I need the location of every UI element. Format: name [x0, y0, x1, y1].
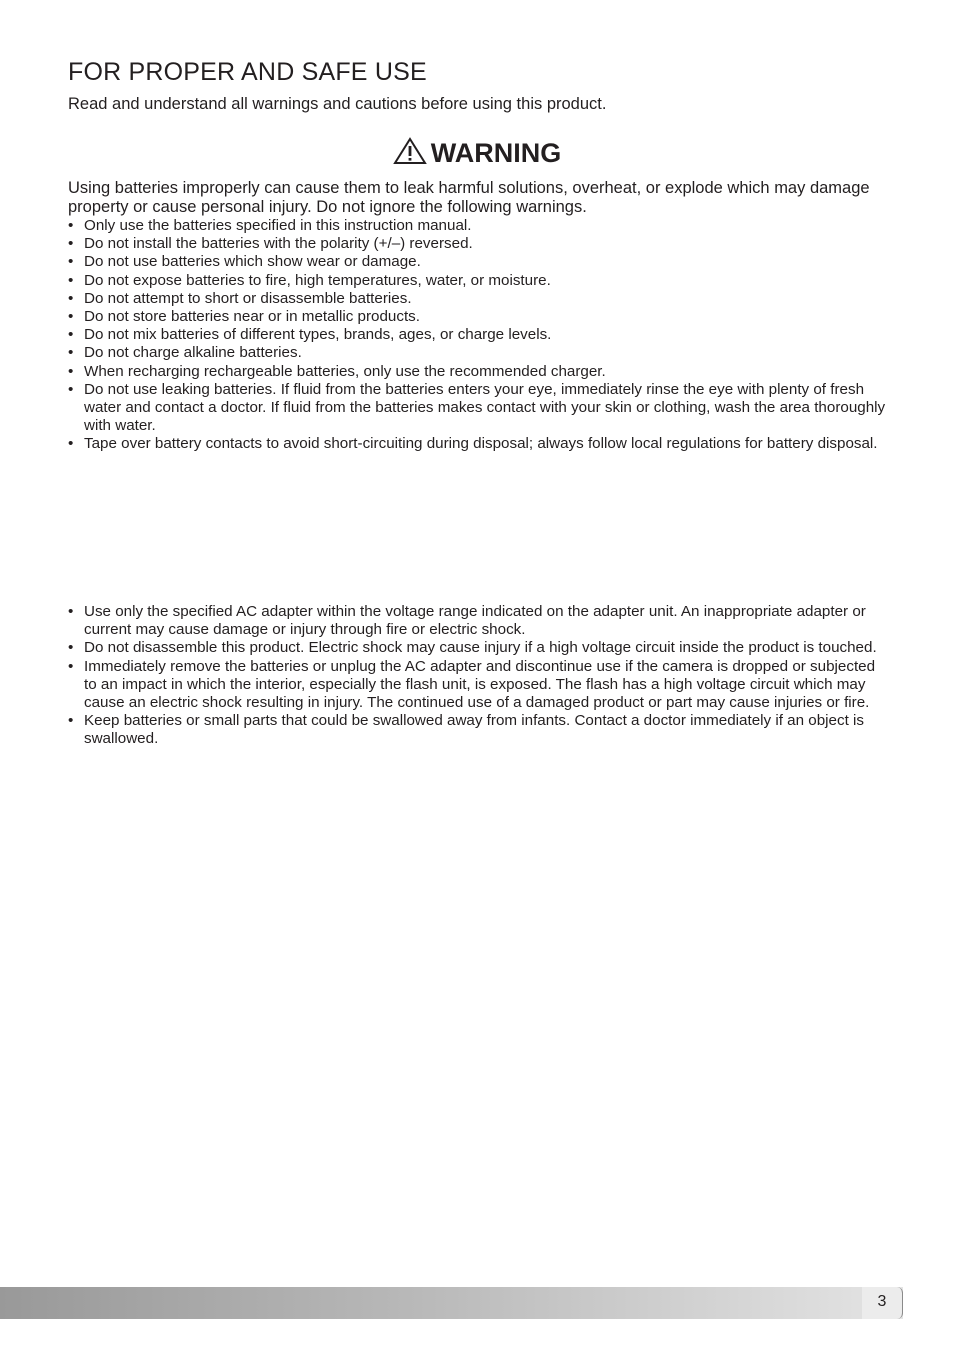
list-item: [68, 363, 890, 381]
list-item-text: Immediately remove the batteries or unplug the AC adapter and discontinue use if the camera is dropped or subjected to an impact in which the interior, especially the flash unit, is exposed. The flash has a high voltage circuit which may cause an electric shock resulting in injury. The continued use of a damaged product or part may cause injuries or fire.: [84, 657, 876, 712]
list-item: [68, 326, 890, 344]
list-item-text: Keep batteries or small parts that could be swallowed away from infants. Contact a doctor immediately if an object is swallowed.: [84, 712, 864, 748]
list-item-text: Do not use batteries which show wear or damage.: [84, 253, 421, 271]
list-item: [68, 603, 890, 639]
list-item-text: Do not mix batteries of different types, brands, ages, or charge levels.: [84, 326, 552, 344]
list-item-text: Tape over battery contacts to avoid short-circuiting during disposal; always follow local regulations for battery disposal.: [84, 435, 878, 453]
list-item-text: Use only the specified AC adapter within the voltage range indicated on the adapter unit. An inappropriate adapter or current may cause damage or injury through fire or electric shock.: [84, 603, 866, 639]
battery-warnings-list: [68, 217, 890, 454]
list-item: [68, 639, 890, 657]
bullet-dot: •: [68, 308, 74, 326]
list-item-text: Do not install the batteries with the polarity (+/–) reversed.: [84, 235, 473, 253]
list-item: [68, 253, 890, 271]
warning-heading-label: WARNING: [430, 138, 562, 168]
list-item: [68, 235, 890, 253]
bullet-dot: •: [68, 235, 74, 253]
list-item: [68, 658, 890, 713]
warning-intro: Using batteries improperly can cause them to leak harmful solutions, overheat, or explode which may damage property or cause personal injury. Do not ignore the following warnings.: [68, 179, 870, 216]
page-number: 3: [877, 1293, 887, 1310]
list-item-text: Do not store batteries near or in metallic products.: [84, 308, 420, 326]
list-item: [68, 272, 890, 290]
bullet-dot: •: [68, 603, 74, 620]
bullet-dot: •: [68, 253, 74, 271]
footer-bar: [0, 1287, 903, 1319]
list-item-text: Do not use leaking batteries. If fluid from the batteries enters your eye, immediately rinse the eye with plenty of fresh water and contact a doctor. If fluid from the batteries makes contact with your skin or clothing, wash the area thoroughly with water.: [84, 380, 886, 435]
list-item: [68, 435, 890, 453]
list-item-text: Only use the batteries specified in this instruction manual.: [84, 217, 472, 234]
list-item-text: Do not attempt to short or disassemble batteries.: [84, 289, 412, 307]
intro-text: Read and understand all warnings and cautions before using this product.: [68, 95, 607, 113]
warning-heading: [0, 137, 954, 169]
list-item: [68, 290, 890, 308]
bullet-dot: •: [68, 657, 74, 675]
bullet-dot: •: [68, 289, 74, 307]
list-item-text: Do not expose batteries to fire, high temperatures, water, or moisture.: [84, 271, 551, 289]
bullet-dot: •: [68, 326, 74, 344]
list-item-text: Do not charge alkaline batteries.: [84, 344, 302, 362]
list-item: [68, 217, 890, 235]
list-item-text: Do not disassemble this product. Electric shock may cause injury if a high voltage circuit inside the product is touched.: [84, 639, 877, 657]
warning-triangle-icon: [393, 137, 427, 165]
bullet-dot: •: [68, 217, 74, 234]
list-item: [68, 308, 890, 326]
list-item: [68, 381, 890, 436]
list-item: [68, 344, 890, 362]
general-warnings-list: [68, 603, 890, 749]
list-item-text: When recharging rechargeable batteries, only use the recommended charger.: [84, 362, 606, 380]
bullet-dot: •: [68, 639, 74, 657]
list-item: [68, 712, 890, 748]
bullet-dot: •: [68, 435, 74, 453]
bullet-dot: •: [68, 362, 74, 380]
bullet-dot: •: [68, 271, 74, 289]
bullet-dot: •: [68, 344, 74, 362]
page-title: FOR PROPER AND SAFE USE: [68, 58, 427, 86]
bullet-dot: •: [68, 380, 74, 398]
bullet-dot: •: [68, 712, 74, 730]
